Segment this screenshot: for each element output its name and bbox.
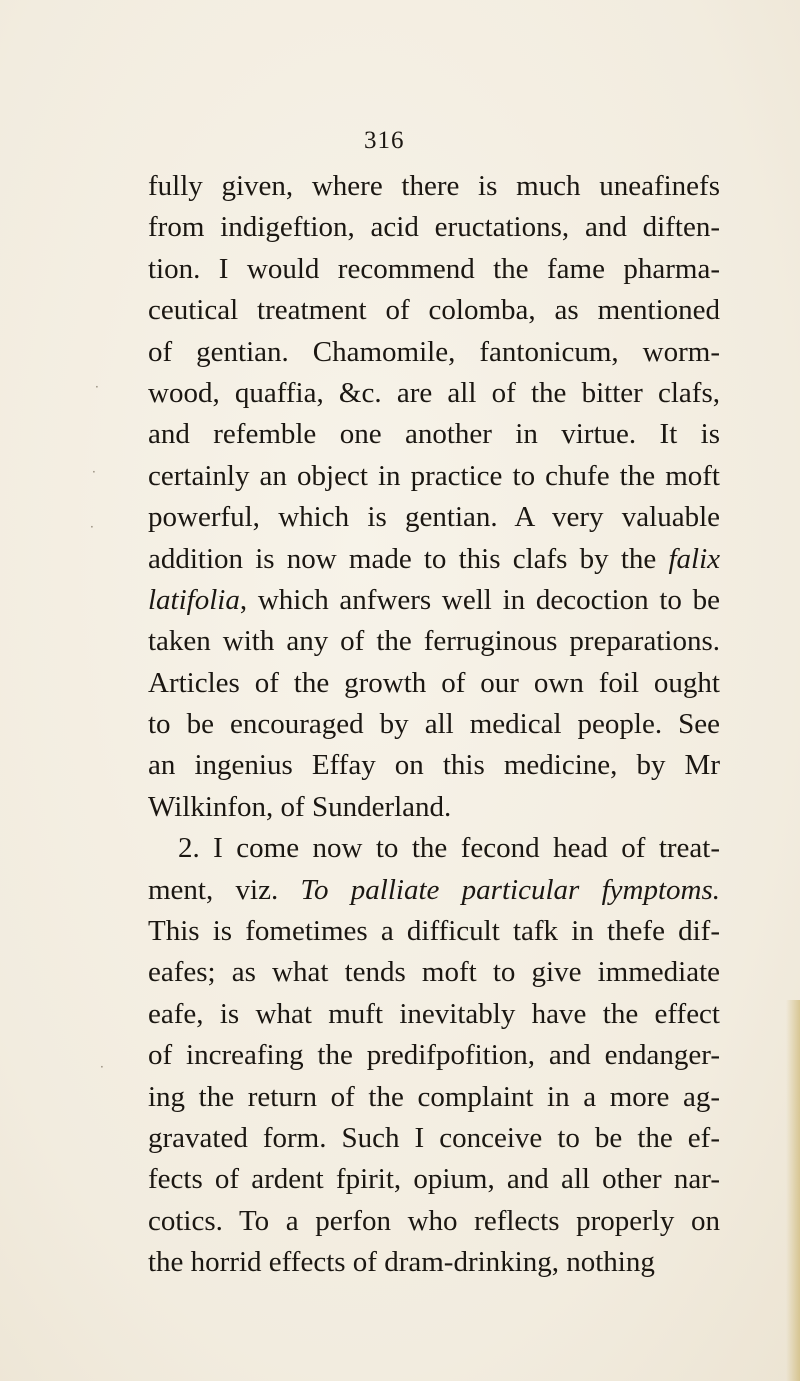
italic-phrase: To palliate particular fymptoms. — [300, 873, 720, 906]
text-line: certainly an object in practice to chufe the moft — [148, 459, 720, 492]
page-number: 316 — [364, 127, 405, 154]
text-line: This is fometimes a difficult tafk in thefe dif- — [148, 915, 720, 948]
text-line: from indigeftion, acid eructations, and diften- — [148, 211, 720, 244]
text-line: eafe, is what muft inevitably have the effect — [148, 997, 720, 1030]
text-line: Wilkinfon, of Sunderland. — [148, 790, 452, 823]
text-line — [148, 539, 720, 580]
text-line: Articles of the growth of our own foil ought — [148, 666, 720, 699]
text-line: to be encouraged by all medical people. See — [148, 708, 720, 741]
text-line: eafes; as what tends moft to give immediate — [148, 956, 720, 989]
page-edge-shading — [786, 1000, 800, 1381]
margin-speck: · — [100, 1060, 104, 1074]
text-line: of increafing the predifpofition, and endanger- — [148, 1039, 720, 1072]
text-line: taken with any of the ferruginous preparations. — [148, 625, 720, 658]
margin-speck: · — [92, 465, 96, 479]
text-line: the horrid effects of dram-drinking, nothing — [148, 1246, 655, 1279]
text-line: wood, quaffia, &c. are all of the bitter clafs, — [148, 376, 720, 409]
text-line: 2. I come now to the fecond head of treat- — [178, 832, 720, 865]
text-line — [148, 870, 720, 911]
text-line: fully given, where there is much uneafinefs — [148, 170, 720, 202]
text-line: ing the return of the complaint in a more ag- — [148, 1080, 720, 1113]
italic-phrase: latifolia — [148, 583, 240, 616]
text-line: gravated form. Such I conceive to be the ef- — [148, 1121, 720, 1154]
text-line: powerful, which is gentian. A very valuable — [148, 501, 720, 534]
margin-speck: · — [90, 520, 94, 534]
text-line: tion. I would recommend the fame pharma- — [148, 252, 720, 285]
italic-phrase: falix — [668, 542, 720, 575]
text-span: , which anfwers well in decoction to be — [239, 583, 720, 616]
text-line: ceutical treatment of colomba, as mentioned — [148, 294, 720, 327]
text-span: addition is now made to this clafs by the — [148, 542, 669, 575]
text-line: cotics. To a perfon who reflects properly on — [148, 1204, 720, 1237]
text-line: and refemble one another in virtue. It is — [148, 418, 720, 451]
text-span: ment, viz. — [148, 873, 301, 906]
text-line — [148, 580, 720, 621]
text-line: fects of ardent fpirit, opium, and all other nar- — [148, 1163, 720, 1196]
margin-speck: · — [95, 380, 99, 394]
text-line: of gentian. Chamomile, fantonicum, worm- — [148, 335, 720, 368]
text-line: an ingenius Effay on this medicine, by Mr — [148, 749, 720, 782]
body-text — [148, 166, 720, 1284]
